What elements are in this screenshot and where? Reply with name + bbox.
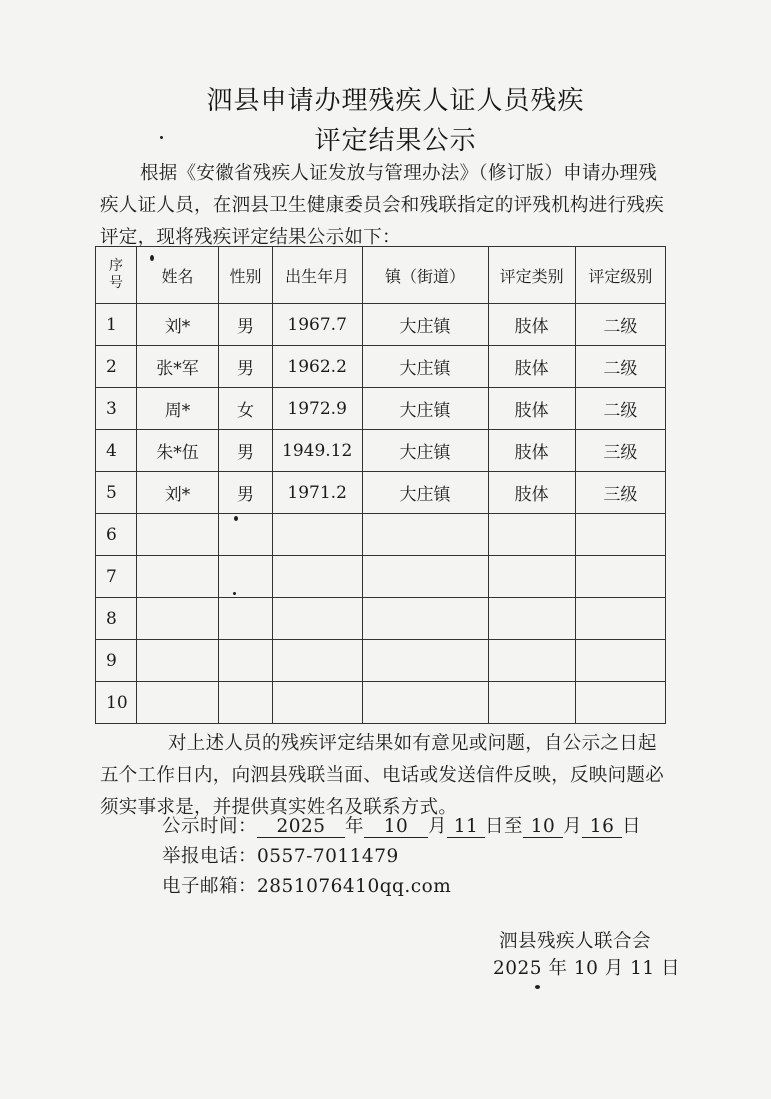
- cell-name: 刘*: [136, 304, 218, 346]
- cell-gender: [219, 682, 273, 724]
- email-label: 电子邮箱：: [162, 876, 258, 897]
- cell-birth: 1972.9: [272, 388, 362, 430]
- hotline-value: 0557-7011479: [257, 846, 399, 867]
- cell-gender: [219, 514, 273, 556]
- cell-gender: [219, 598, 273, 640]
- cell-town: [362, 640, 488, 682]
- cell-gender: 男: [219, 346, 273, 388]
- cell-seq: 2: [96, 346, 137, 388]
- cell-seq: 9: [96, 640, 137, 682]
- cell-type: 肢体: [488, 346, 575, 388]
- cell-type: [488, 556, 575, 598]
- table-row: [96, 514, 666, 556]
- cell-type: 肢体: [488, 388, 575, 430]
- notice-start-month: 10: [364, 816, 428, 838]
- cell-gender: [219, 556, 273, 598]
- cell-name: [136, 598, 218, 640]
- header-town: 镇（街道）: [362, 247, 488, 304]
- cell-name: [136, 514, 218, 556]
- cell-town: 大庄镇: [362, 388, 488, 430]
- header-grade: 评定级别: [575, 247, 665, 304]
- intro-paragraph: [100, 158, 670, 254]
- cell-grade: 二级: [575, 304, 665, 346]
- title-line-1: 泗县申请办理残疾人证人员残疾: [206, 86, 585, 116]
- cell-town: 大庄镇: [362, 304, 488, 346]
- email-line: [162, 872, 451, 898]
- table-row: [96, 556, 666, 598]
- cell-grade: 三级: [575, 430, 665, 472]
- cell-type: [488, 682, 575, 724]
- closing-paragraph: [100, 728, 672, 824]
- notice-year-unit: 年: [345, 816, 365, 837]
- closing-text: 对上述人员的残疾评定结果如有意见或问题，自公示之日起五个工作日内，向泗县残联当面、电话或发送信件反映，反映问题必须实事求是，并提供真实姓名及联系方式。: [100, 733, 665, 818]
- table-row: [96, 430, 666, 472]
- scan-speck: [233, 592, 236, 595]
- intro-text: 根据《安徽省残疾人证发放与管理办法》（修订版）申请办理残疾人证人员，在泗县卫生健康委员会和残联指定的评残机构进行残疾评定，现将残疾评定结果公示如下：: [100, 163, 665, 248]
- cell-seq: 5: [96, 472, 137, 514]
- notice-end-month: 10: [523, 816, 563, 838]
- cell-town: [362, 514, 488, 556]
- cell-birth: 1962.2: [272, 346, 362, 388]
- notice-start-day: 11: [447, 816, 485, 838]
- table-row: [96, 346, 666, 388]
- cell-name: 朱*伍: [136, 430, 218, 472]
- notice-to-text: 日至: [485, 816, 524, 837]
- table-row: [96, 598, 666, 640]
- cell-town: 大庄镇: [362, 472, 488, 514]
- table-row: [96, 388, 666, 430]
- signature-date: 2025 年 10 月 11 日: [493, 958, 681, 979]
- cell-birth: 1949.12: [272, 430, 362, 472]
- table-row: [96, 472, 666, 514]
- cell-seq: 7: [96, 556, 137, 598]
- notice-year: 2025: [257, 816, 345, 838]
- cell-type: 肢体: [488, 472, 575, 514]
- cell-type: [488, 640, 575, 682]
- cell-grade: [575, 598, 665, 640]
- cell-gender: 男: [219, 304, 273, 346]
- table-row: [96, 682, 666, 724]
- cell-type: [488, 598, 575, 640]
- cell-gender: 男: [219, 472, 273, 514]
- cell-birth: [272, 598, 362, 640]
- cell-birth: [272, 640, 362, 682]
- cell-type: 肢体: [488, 304, 575, 346]
- cell-birth: [272, 682, 362, 724]
- cell-town: [362, 682, 488, 724]
- notice-time-label: 公示时间：: [162, 816, 258, 837]
- cell-grade: [575, 514, 665, 556]
- cell-grade: [575, 640, 665, 682]
- header-seq-text: 序 号: [108, 258, 123, 291]
- cell-grade: 二级: [575, 346, 665, 388]
- cell-name: [136, 556, 218, 598]
- header-type: 评定类别: [488, 247, 575, 304]
- header-gender: 性别: [219, 247, 273, 304]
- notice-time-line: [162, 812, 641, 838]
- notice-end-day-unit: 日: [622, 816, 642, 837]
- header-birth: 出生年月: [272, 247, 362, 304]
- scan-speck: [150, 255, 154, 261]
- cell-gender: [219, 640, 273, 682]
- cell-birth: [272, 556, 362, 598]
- cell-town: 大庄镇: [362, 346, 488, 388]
- cell-type: [488, 514, 575, 556]
- cell-grade: 二级: [575, 388, 665, 430]
- cell-gender: 女: [219, 388, 273, 430]
- hotline-label: 举报电话：: [162, 846, 258, 867]
- cell-town: [362, 556, 488, 598]
- cell-name: [136, 682, 218, 724]
- signature-org: 泗县残疾人联合会: [499, 931, 652, 952]
- cell-type: 肢体: [488, 430, 575, 472]
- cell-seq: 6: [96, 514, 137, 556]
- email-value: 2851076410qq.com: [257, 876, 452, 897]
- cell-grade: [575, 556, 665, 598]
- cell-grade: 三级: [575, 472, 665, 514]
- cell-seq: 1: [96, 304, 137, 346]
- cell-birth: [272, 514, 362, 556]
- header-name: 姓名: [136, 247, 218, 304]
- table-header-row: [96, 247, 666, 304]
- result-table: [95, 246, 666, 724]
- notice-end-month-unit: 月: [563, 816, 583, 837]
- cell-town: 大庄镇: [362, 430, 488, 472]
- cell-name: 张*军: [136, 346, 218, 388]
- title-line-2: 评定结果公示: [314, 126, 477, 156]
- header-seq: [96, 247, 137, 304]
- notice-end-day: 16: [582, 816, 622, 838]
- table-row: [96, 640, 666, 682]
- cell-seq: 4: [96, 430, 137, 472]
- table-row: [96, 304, 666, 346]
- scan-speck: [535, 985, 540, 989]
- cell-birth: 1967.7: [272, 304, 362, 346]
- cell-birth: 1971.2: [272, 472, 362, 514]
- cell-gender: 男: [219, 430, 273, 472]
- cell-seq: 8: [96, 598, 137, 640]
- cell-grade: [575, 682, 665, 724]
- scan-speck: [234, 516, 238, 521]
- scan-speck: [160, 136, 163, 139]
- cell-name: [136, 640, 218, 682]
- hotline-line: [162, 842, 399, 868]
- cell-seq: 3: [96, 388, 137, 430]
- cell-name: 刘*: [136, 472, 218, 514]
- cell-town: [362, 598, 488, 640]
- cell-seq: 10: [96, 682, 137, 724]
- cell-name: 周*: [136, 388, 218, 430]
- notice-start-month-unit: 月: [428, 816, 448, 837]
